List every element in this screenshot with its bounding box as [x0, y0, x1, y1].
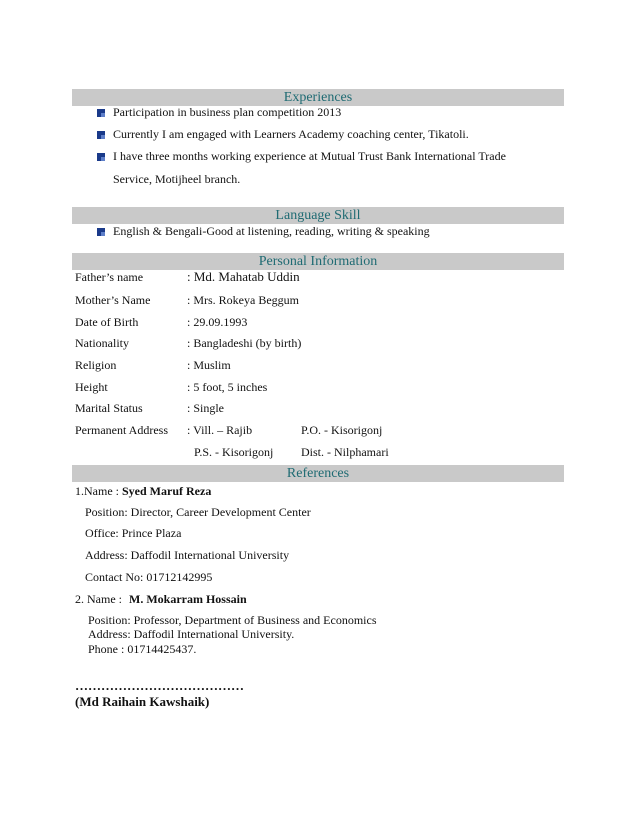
- field-value: : Single: [187, 401, 225, 415]
- signature-name: (Md Raihain Kawshaik): [75, 694, 210, 709]
- reference-1-address: Address: Daffodil International University: [85, 548, 290, 562]
- field-label: Nationality: [75, 336, 129, 350]
- field-value: : 29.09.1993: [187, 315, 248, 329]
- field-value: : Vill. – Rajib: [187, 423, 253, 437]
- bullet-icon: [97, 109, 105, 117]
- reference-1-office: Office: Prince Plaza: [85, 526, 182, 540]
- address-district: Dist. - Nilphamari: [301, 445, 389, 459]
- reference-1-name: Syed Maruf Reza: [122, 484, 212, 498]
- reference-2-name-line: [75, 592, 247, 607]
- bullet-icon: [97, 228, 105, 236]
- field-value: : Md. Mahatab Uddin: [187, 269, 300, 284]
- bullet-icon: [97, 153, 105, 161]
- field-value: : Mrs. Rokeya Beggum: [187, 293, 299, 307]
- field-label: Permanent Address: [75, 423, 168, 437]
- references-heading: References: [72, 465, 564, 482]
- reference-2-address: Address: Daffodil International University.: [88, 627, 295, 641]
- experience-item: Participation in business plan competition 2013: [113, 105, 342, 119]
- experience-item: I have three months working experience at Mutual Trust Bank International Trade: [113, 149, 506, 163]
- field-value: : Bangladeshi (by birth): [187, 336, 302, 350]
- experiences-heading: Experiences: [72, 89, 564, 106]
- field-value: : Muslim: [187, 358, 231, 372]
- reference-1-name-line: [75, 484, 211, 499]
- reference-2-prefix: 2. Name :: [75, 592, 122, 606]
- field-value: : 5 foot, 5 inches: [187, 380, 268, 394]
- field-label: Father’s name: [75, 270, 144, 284]
- language-item: English & Bengali-Good at listening, reading, writing & speaking: [113, 224, 430, 238]
- personal-information-heading: Personal Information: [72, 253, 564, 270]
- address-post-office: P.O. - Kisorigonj: [301, 423, 383, 437]
- experience-item-continuation: Service, Motijheel branch.: [113, 172, 241, 186]
- address-police-station: P.S. - Kisorigonj: [194, 445, 274, 459]
- field-label: Height: [75, 380, 108, 394]
- language-skill-heading: Language Skill: [72, 207, 564, 224]
- field-label: Marital Status: [75, 401, 143, 415]
- field-label: Mother’s Name: [75, 293, 151, 307]
- bullet-icon: [97, 131, 105, 139]
- field-label: Religion: [75, 358, 117, 372]
- signature-line: …………………………………: [75, 678, 244, 693]
- experience-item: Currently I am engaged with Learners Academy coaching center, Tikatoli.: [113, 127, 469, 141]
- reference-1-prefix: 1.Name :: [75, 484, 119, 498]
- reference-2-phone: Phone : 01714425437.: [88, 642, 197, 656]
- reference-1-position: Position: Director, Career Development Center: [85, 505, 311, 519]
- field-label: Date of Birth: [75, 315, 139, 329]
- reference-2-name: M. Mokarram Hossain: [129, 592, 247, 606]
- reference-2-position: Position: Professor, Department of Business and Economics: [88, 613, 377, 627]
- reference-1-contact: Contact No: 01712142995: [85, 570, 213, 584]
